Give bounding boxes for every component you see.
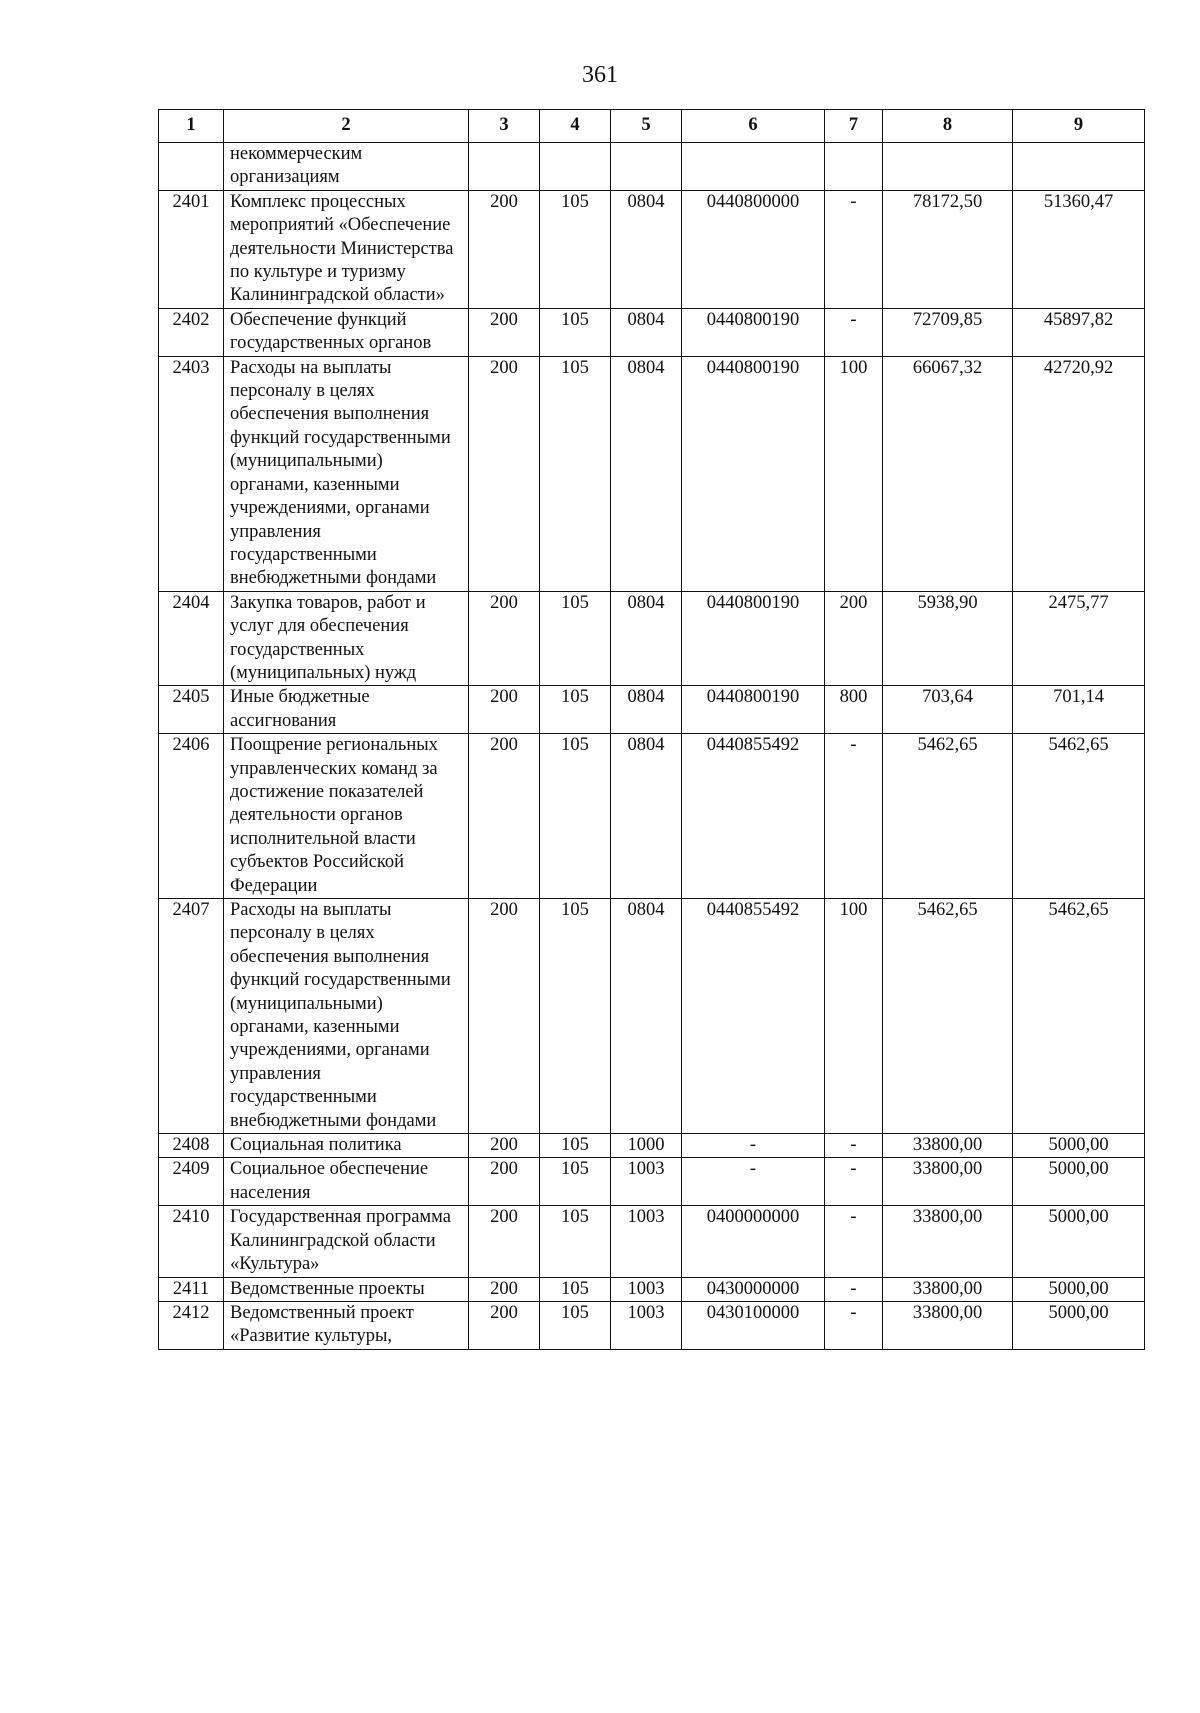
row-name: Расходы на выплаты персоналу в целях обеспечения выполнения функций государственными (муниципальными) органами, казенными учреждениями, органами управления государственными внебюджетными фондами [224,899,469,1134]
column-header-4: 4 [540,110,611,143]
col-8-value: 5938,90 [883,591,1013,686]
col-4-value: 105 [540,1206,611,1277]
row-name: Ведомственные проекты [224,1277,469,1301]
col-3-value: 200 [469,1134,540,1158]
col-7-value: 800 [825,686,883,734]
col-9-value: 2475,77 [1013,591,1145,686]
col-6-value: 0440800190 [682,591,825,686]
row-number: 2402 [159,308,224,356]
col-5-value: 1003 [611,1277,682,1301]
col-4-value: 105 [540,1301,611,1349]
col-8-value: 33800,00 [883,1158,1013,1206]
col-3-value: 200 [469,190,540,308]
col-5-value: 0804 [611,356,682,591]
row-name: Социальное обеспечение населения [224,1158,469,1206]
col-6-value: 0440800000 [682,190,825,308]
row-number: 2401 [159,190,224,308]
column-header-6: 6 [682,110,825,143]
col-6-value: - [682,1134,825,1158]
row-number: 2403 [159,356,224,591]
col-8-value: 33800,00 [883,1206,1013,1277]
col-5-value: 0804 [611,190,682,308]
row-name: Расходы на выплаты персоналу в целях обеспечения выполнения функций государственными (муниципальными) органами, казенными учреждениями, органами управления государственными внебюджетными фондами [224,356,469,591]
col-7-value: - [825,1134,883,1158]
col-4-value: 105 [540,1277,611,1301]
col-4-value: 105 [540,190,611,308]
col-8-value: 78172,50 [883,190,1013,308]
row-number: 2411 [159,1277,224,1301]
col-9-value: 45897,82 [1013,308,1145,356]
col-8-value: 5462,65 [883,734,1013,899]
col-7-value: - [825,1301,883,1349]
table-row [159,734,1145,899]
col-7-value: 200 [825,591,883,686]
column-header-7: 7 [825,110,883,143]
table-row [159,308,1145,356]
column-header-5: 5 [611,110,682,143]
col-7-value: - [825,190,883,308]
table-row [159,1158,1145,1206]
row-name: Социальная политика [224,1134,469,1158]
row-number: 2410 [159,1206,224,1277]
row-number: 2408 [159,1134,224,1158]
col-8-value: 33800,00 [883,1301,1013,1349]
col-7-value: - [825,1206,883,1277]
col-9-value: 5462,65 [1013,734,1145,899]
table-row [159,1277,1145,1301]
col-8-value: 33800,00 [883,1134,1013,1158]
col-9-value: 701,14 [1013,686,1145,734]
col-6-value: 0440800190 [682,308,825,356]
row-number [159,143,224,191]
col-7-value: - [825,1158,883,1206]
col-4-value [540,143,611,191]
col-6-value: 0440855492 [682,899,825,1134]
col-3-value: 200 [469,356,540,591]
col-9-value [1013,143,1145,191]
row-name: Закупка товаров, работ и услуг для обеспечения государственных (муниципальных) нужд [224,591,469,686]
row-number: 2412 [159,1301,224,1349]
row-name: Поощрение региональных управленческих команд за достижение показателей деятельности органов исполнительной власти субъектов Российской Федерации [224,734,469,899]
col-8-value: 66067,32 [883,356,1013,591]
col-8-value: 33800,00 [883,1277,1013,1301]
col-9-value: 5000,00 [1013,1301,1145,1349]
column-header-3: 3 [469,110,540,143]
column-header-2: 2 [224,110,469,143]
col-3-value: 200 [469,308,540,356]
col-5-value: 0804 [611,591,682,686]
col-6-value: 0400000000 [682,1206,825,1277]
budget-table [158,109,1145,1350]
col-4-value: 105 [540,356,611,591]
header-row [159,110,1145,143]
col-8-value: 5462,65 [883,899,1013,1134]
col-5-value: 1000 [611,1134,682,1158]
row-name: Иные бюджетные ассигнования [224,686,469,734]
table-row [159,1206,1145,1277]
col-6-value: 0440800190 [682,356,825,591]
col-9-value: 5000,00 [1013,1206,1145,1277]
table-row [159,143,1145,191]
col-8-value [883,143,1013,191]
col-5-value: 1003 [611,1206,682,1277]
table-row [159,899,1145,1134]
row-number: 2409 [159,1158,224,1206]
col-8-value: 72709,85 [883,308,1013,356]
col-9-value: 5000,00 [1013,1158,1145,1206]
column-header-8: 8 [883,110,1013,143]
table-row [159,686,1145,734]
row-name: Государственная программа Калининградской области «Культура» [224,1206,469,1277]
col-5-value: 1003 [611,1301,682,1349]
table-row [159,1134,1145,1158]
col-3-value: 200 [469,899,540,1134]
col-6-value: 0440855492 [682,734,825,899]
col-9-value: 5000,00 [1013,1277,1145,1301]
row-name: Комплекс процессных мероприятий «Обеспечение деятельности Министерства по культуре и туризму Калининградской области» [224,190,469,308]
col-3-value: 200 [469,1277,540,1301]
row-number: 2406 [159,734,224,899]
row-name: Обеспечение функций государственных органов [224,308,469,356]
col-3-value [469,143,540,191]
col-5-value: 0804 [611,308,682,356]
col-6-value: 0430100000 [682,1301,825,1349]
col-6-value [682,143,825,191]
col-9-value: 5000,00 [1013,1134,1145,1158]
col-6-value: 0430000000 [682,1277,825,1301]
col-7-value: - [825,308,883,356]
col-7-value [825,143,883,191]
col-3-value: 200 [469,686,540,734]
col-5-value: 0804 [611,686,682,734]
row-name: некоммерческим организациям [224,143,469,191]
column-header-1: 1 [159,110,224,143]
column-header-9: 9 [1013,110,1145,143]
table-body [159,143,1145,1350]
col-4-value: 105 [540,734,611,899]
page-number: 361 [582,62,618,88]
col-7-value: 100 [825,356,883,591]
col-3-value: 200 [469,1301,540,1349]
col-5-value: 1003 [611,1158,682,1206]
table-row [159,356,1145,591]
col-5-value [611,143,682,191]
col-3-value: 200 [469,734,540,899]
col-4-value: 105 [540,308,611,356]
table-row [159,591,1145,686]
col-6-value: 0440800190 [682,686,825,734]
col-3-value: 200 [469,1158,540,1206]
col-4-value: 105 [540,899,611,1134]
col-4-value: 105 [540,1158,611,1206]
col-5-value: 0804 [611,734,682,899]
col-8-value: 703,64 [883,686,1013,734]
col-9-value: 5462,65 [1013,899,1145,1134]
col-4-value: 105 [540,1134,611,1158]
col-3-value: 200 [469,1206,540,1277]
row-number: 2407 [159,899,224,1134]
col-4-value: 105 [540,686,611,734]
col-6-value: - [682,1158,825,1206]
col-7-value: - [825,734,883,899]
table-row [159,1301,1145,1349]
col-7-value: - [825,1277,883,1301]
col-5-value: 0804 [611,899,682,1134]
col-4-value: 105 [540,591,611,686]
col-3-value: 200 [469,591,540,686]
row-number: 2405 [159,686,224,734]
col-7-value: 100 [825,899,883,1134]
row-number: 2404 [159,591,224,686]
table-row [159,190,1145,308]
col-9-value: 42720,92 [1013,356,1145,591]
col-9-value: 51360,47 [1013,190,1145,308]
row-name: Ведомственный проект «Развитие культуры, [224,1301,469,1349]
